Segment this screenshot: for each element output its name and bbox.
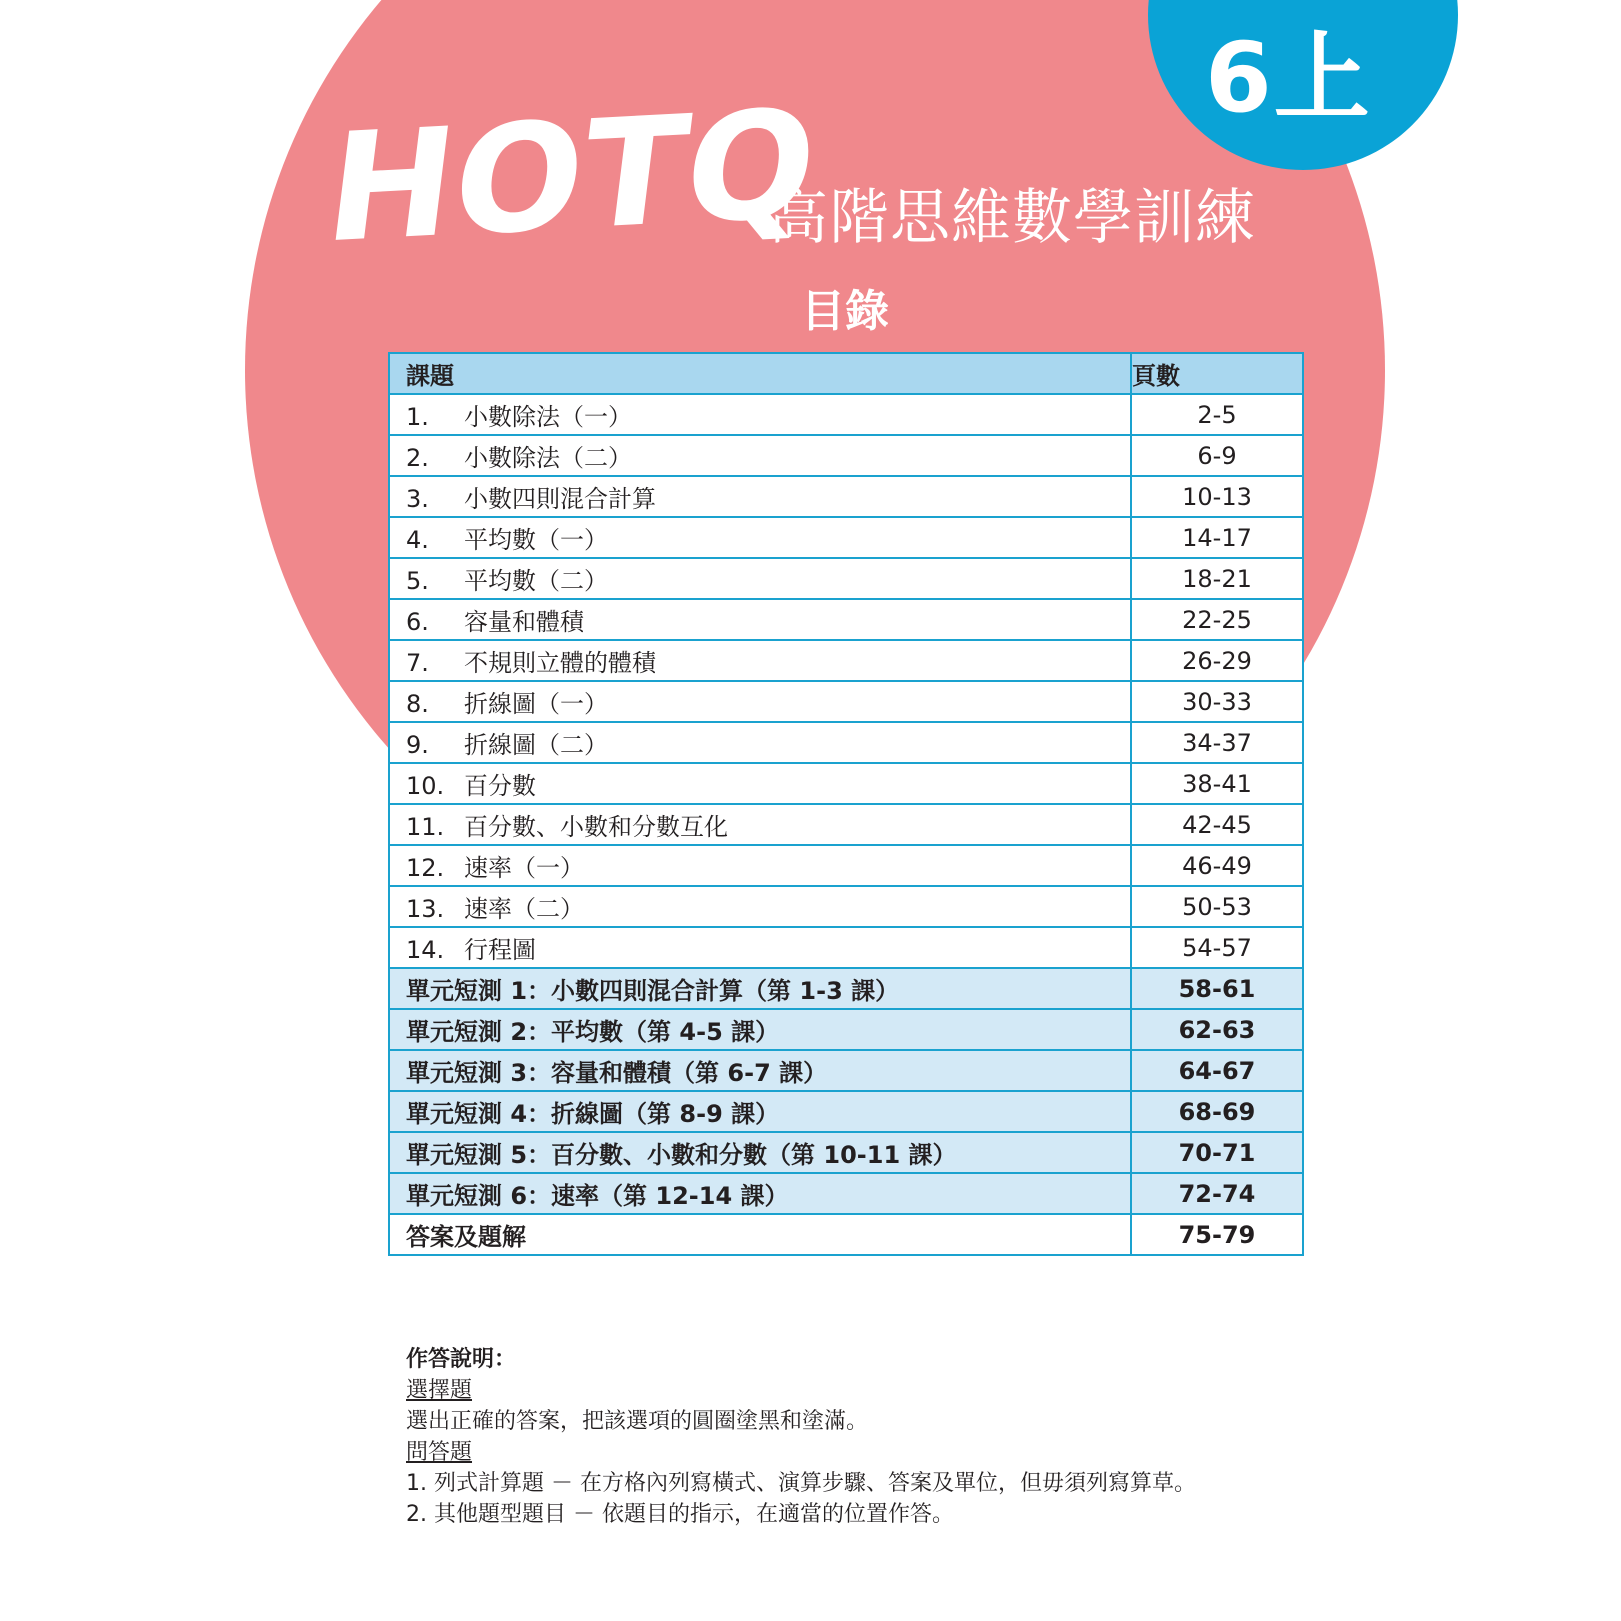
lesson-number: 13.	[406, 895, 445, 923]
lesson-number: 12.	[406, 854, 445, 882]
lesson-pages: 14-17	[1131, 517, 1303, 558]
qa-heading: 問答題	[406, 1440, 473, 1465]
lesson-row	[389, 394, 1303, 435]
lesson-title: 不規則立體的體積	[464, 649, 656, 677]
lesson-pages: 6-9	[1131, 435, 1303, 476]
lesson-topic-cell	[389, 558, 1131, 599]
lesson-pages: 26-29	[1131, 640, 1303, 681]
unit-test-pages: 68-69	[1131, 1091, 1303, 1132]
answers-title: 答案及題解	[389, 1214, 1131, 1255]
lesson-topic-cell	[389, 599, 1131, 640]
lesson-row	[389, 722, 1303, 763]
lesson-pages: 46-49	[1131, 845, 1303, 886]
unit-test-row	[389, 968, 1303, 1009]
lesson-pages: 22-25	[1131, 599, 1303, 640]
toc-body	[389, 394, 1303, 1255]
lesson-title: 小數四則混合計算	[464, 485, 656, 513]
unit-test-title: 單元短測 2：平均數（第 4-5 課）	[389, 1009, 1131, 1050]
unit-test-pages: 70-71	[1131, 1132, 1303, 1173]
lesson-topic-cell	[389, 517, 1131, 558]
lesson-row	[389, 599, 1303, 640]
lesson-pages: 50-53	[1131, 886, 1303, 927]
instructions	[406, 1344, 1196, 1530]
lesson-pages: 10-13	[1131, 476, 1303, 517]
lesson-number: 4.	[406, 526, 429, 554]
lesson-topic-cell	[389, 394, 1131, 435]
lesson-title: 容量和體積	[464, 608, 584, 636]
unit-test-row	[389, 1173, 1303, 1214]
lesson-pages: 34-37	[1131, 722, 1303, 763]
lesson-number: 6.	[406, 608, 429, 636]
unit-test-title: 單元短測 1：小數四則混合計算（第 1-3 課）	[389, 968, 1131, 1009]
lesson-number: 9.	[406, 731, 429, 759]
unit-test-pages: 72-74	[1131, 1173, 1303, 1214]
unit-test-pages: 64-67	[1131, 1050, 1303, 1091]
lesson-row	[389, 558, 1303, 599]
unit-test-row	[389, 1009, 1303, 1050]
lesson-topic-cell	[389, 640, 1131, 681]
lesson-title: 百分數、小數和分數互化	[464, 813, 728, 841]
hotq-logo: HOTQ	[317, 77, 826, 277]
lesson-title: 百分數	[464, 772, 536, 800]
lesson-number: 7.	[406, 649, 429, 677]
lesson-pages: 18-21	[1131, 558, 1303, 599]
lesson-pages: 42-45	[1131, 804, 1303, 845]
unit-test-title: 單元短測 4：折線圖（第 8-9 課）	[389, 1091, 1131, 1132]
lesson-number: 8.	[406, 690, 429, 718]
lesson-row	[389, 476, 1303, 517]
toc-table	[388, 352, 1304, 1256]
lesson-row	[389, 845, 1303, 886]
lesson-title: 平均數（一）	[464, 526, 608, 554]
lesson-topic-cell	[389, 804, 1131, 845]
lesson-number: 11.	[406, 813, 445, 841]
lesson-row	[389, 886, 1303, 927]
lesson-row	[389, 927, 1303, 968]
lesson-number: 10.	[406, 772, 445, 800]
unit-test-row	[389, 1091, 1303, 1132]
lesson-topic-cell	[389, 886, 1131, 927]
lesson-pages: 38-41	[1131, 763, 1303, 804]
unit-test-title: 單元短測 5：百分數、小數和分數（第 10-11 課）	[389, 1132, 1131, 1173]
lesson-topic-cell	[389, 845, 1131, 886]
lesson-title: 小數除法（二）	[464, 444, 632, 472]
lesson-topic-cell	[389, 681, 1131, 722]
lesson-row	[389, 763, 1303, 804]
answers-pages: 75-79	[1131, 1214, 1303, 1255]
qa-item: 1. 列式計算題 － 在方格內列寫橫式、演算步驟、答案及單位，但毋須列寫算草。	[406, 1471, 1196, 1496]
lesson-topic-cell	[389, 476, 1131, 517]
lesson-title: 速率（一）	[464, 854, 584, 882]
unit-test-title: 單元短測 3：容量和體積（第 6-7 課）	[389, 1050, 1131, 1091]
lesson-pages: 30-33	[1131, 681, 1303, 722]
answers-row	[389, 1214, 1303, 1255]
unit-test-row	[389, 1050, 1303, 1091]
lesson-title: 速率（二）	[464, 895, 584, 923]
lesson-number: 5.	[406, 567, 429, 595]
lesson-number: 3.	[406, 485, 429, 513]
lesson-pages: 54-57	[1131, 927, 1303, 968]
lesson-title: 折線圖（一）	[464, 690, 608, 718]
lesson-pages: 2-5	[1131, 394, 1303, 435]
unit-test-row	[389, 1132, 1303, 1173]
lesson-topic-cell	[389, 722, 1131, 763]
lesson-topic-cell	[389, 435, 1131, 476]
lesson-title: 小數除法（一）	[464, 403, 632, 431]
unit-test-pages: 62-63	[1131, 1009, 1303, 1050]
lesson-title: 折線圖（二）	[464, 731, 608, 759]
unit-test-pages: 58-61	[1131, 968, 1303, 1009]
toc-header-row	[389, 353, 1303, 394]
qa-item: 2. 其他題型題目 － 依題目的指示，在適當的位置作答。	[406, 1502, 954, 1527]
lesson-title: 行程圖	[464, 936, 536, 964]
lesson-number: 2.	[406, 444, 429, 472]
lesson-row	[389, 517, 1303, 558]
lesson-row	[389, 640, 1303, 681]
lesson-title: 平均數（二）	[464, 567, 608, 595]
mc-heading: 選擇題	[406, 1378, 473, 1403]
toc-title: 目錄	[801, 286, 889, 337]
lesson-row	[389, 435, 1303, 476]
grade-label: 6上	[1205, 22, 1372, 134]
lesson-number: 14.	[406, 936, 445, 964]
lesson-row	[389, 681, 1303, 722]
lesson-number: 1.	[406, 403, 429, 431]
col-topic-header: 課題	[389, 353, 1131, 394]
lesson-topic-cell	[389, 927, 1131, 968]
mc-text: 選出正確的答案，把該選項的圓圈塗黑和塗滿。	[406, 1409, 869, 1434]
lesson-row	[389, 804, 1303, 845]
col-pages-header: 頁數	[1131, 353, 1303, 394]
lesson-topic-cell	[389, 763, 1131, 804]
unit-test-title: 單元短測 6：速率（第 12-14 課）	[389, 1173, 1131, 1214]
instructions-heading: 作答說明：	[406, 1347, 517, 1372]
book-subtitle: 高階思維數學訓練	[768, 183, 1256, 253]
